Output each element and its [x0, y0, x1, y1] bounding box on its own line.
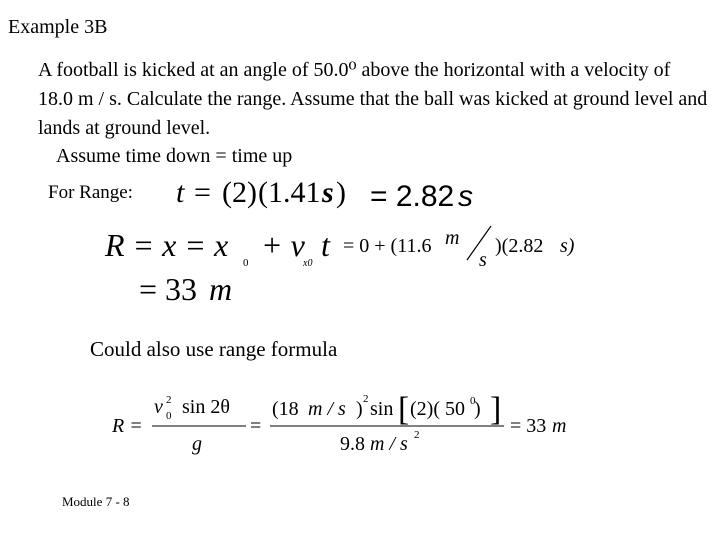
formula-n2-sin: sin [370, 398, 394, 420]
formula-eq2: = [250, 415, 262, 437]
range-result: = 33 [139, 271, 198, 307]
time-close: ) [336, 176, 346, 209]
range-tail-s: s) [560, 235, 575, 257]
formula-n2-unit: m / s [308, 398, 346, 420]
formula-v: v [154, 396, 163, 418]
formula-bracket-close: ) [474, 398, 481, 420]
slide-title: Example 3B [8, 16, 108, 38]
formula-v-sub: 0 [166, 410, 172, 422]
formula-n2-close: ) [356, 398, 363, 420]
time-result-unit: s [458, 180, 473, 213]
range-s: s [479, 249, 487, 271]
range-result-unit: m [209, 271, 233, 307]
time-result: = 2.82 [370, 180, 455, 213]
range-m: m [445, 227, 460, 249]
formula-n2-sup: 2 [363, 393, 369, 405]
formula-v-sup: 2 [166, 394, 172, 406]
formula-n2: (18 [272, 398, 299, 420]
time-factor: (2) [222, 176, 257, 209]
formula-bracket-left: [ [398, 391, 410, 428]
footer-module-label: Module 7 - 8 [62, 494, 130, 509]
problem-statement: A football is kicked at an angle of 50.0⁰ above the horizontal with a velocity of 18.0 m / s. Calculate the range. Assume that the ball was kicked at ground level and lands at ground level. [38, 59, 708, 139]
range-formula-svg [112, 388, 582, 460]
assumption-text: Assume time down = time up [56, 145, 293, 167]
time-equals: = [194, 176, 211, 209]
range-subx0: x0 [303, 258, 313, 269]
formula-d2-sup: 2 [414, 429, 420, 441]
time-unit: s [322, 176, 334, 209]
formula-result: = 33 [510, 415, 547, 437]
range-sub0: 0 [243, 257, 249, 269]
formula-bracket-sup: 0 [470, 395, 476, 407]
formula-R: R = [112, 415, 143, 437]
alt-method-text: Could also use range formula [90, 337, 338, 361]
formula-sin: sin 2θ [182, 396, 230, 418]
range-equation [105, 222, 595, 308]
time-equation-svg [170, 170, 490, 216]
formula-g: g [192, 433, 202, 455]
range-lhs: R = x = x [105, 227, 229, 263]
range-tail: )(2.82 [495, 235, 544, 257]
range-t: t [321, 227, 330, 263]
formula-bracket-content: (2)( 50 [410, 398, 465, 420]
range-formula [112, 388, 582, 460]
time-equation [170, 170, 490, 216]
range-plus-v: + v [261, 227, 305, 263]
formula-d2: 9.8 [340, 433, 365, 455]
range-label: For Range: [48, 182, 133, 203]
time-t: t [176, 176, 185, 209]
range-rhs: = 0 + (11.6 [343, 235, 432, 257]
time-half: (1.41 [258, 176, 321, 209]
formula-bracket-right: ] [490, 391, 502, 428]
formula-d2-unit: m / s [370, 433, 408, 455]
range-equation-svg [105, 222, 595, 308]
formula-result-unit: m [552, 415, 567, 437]
